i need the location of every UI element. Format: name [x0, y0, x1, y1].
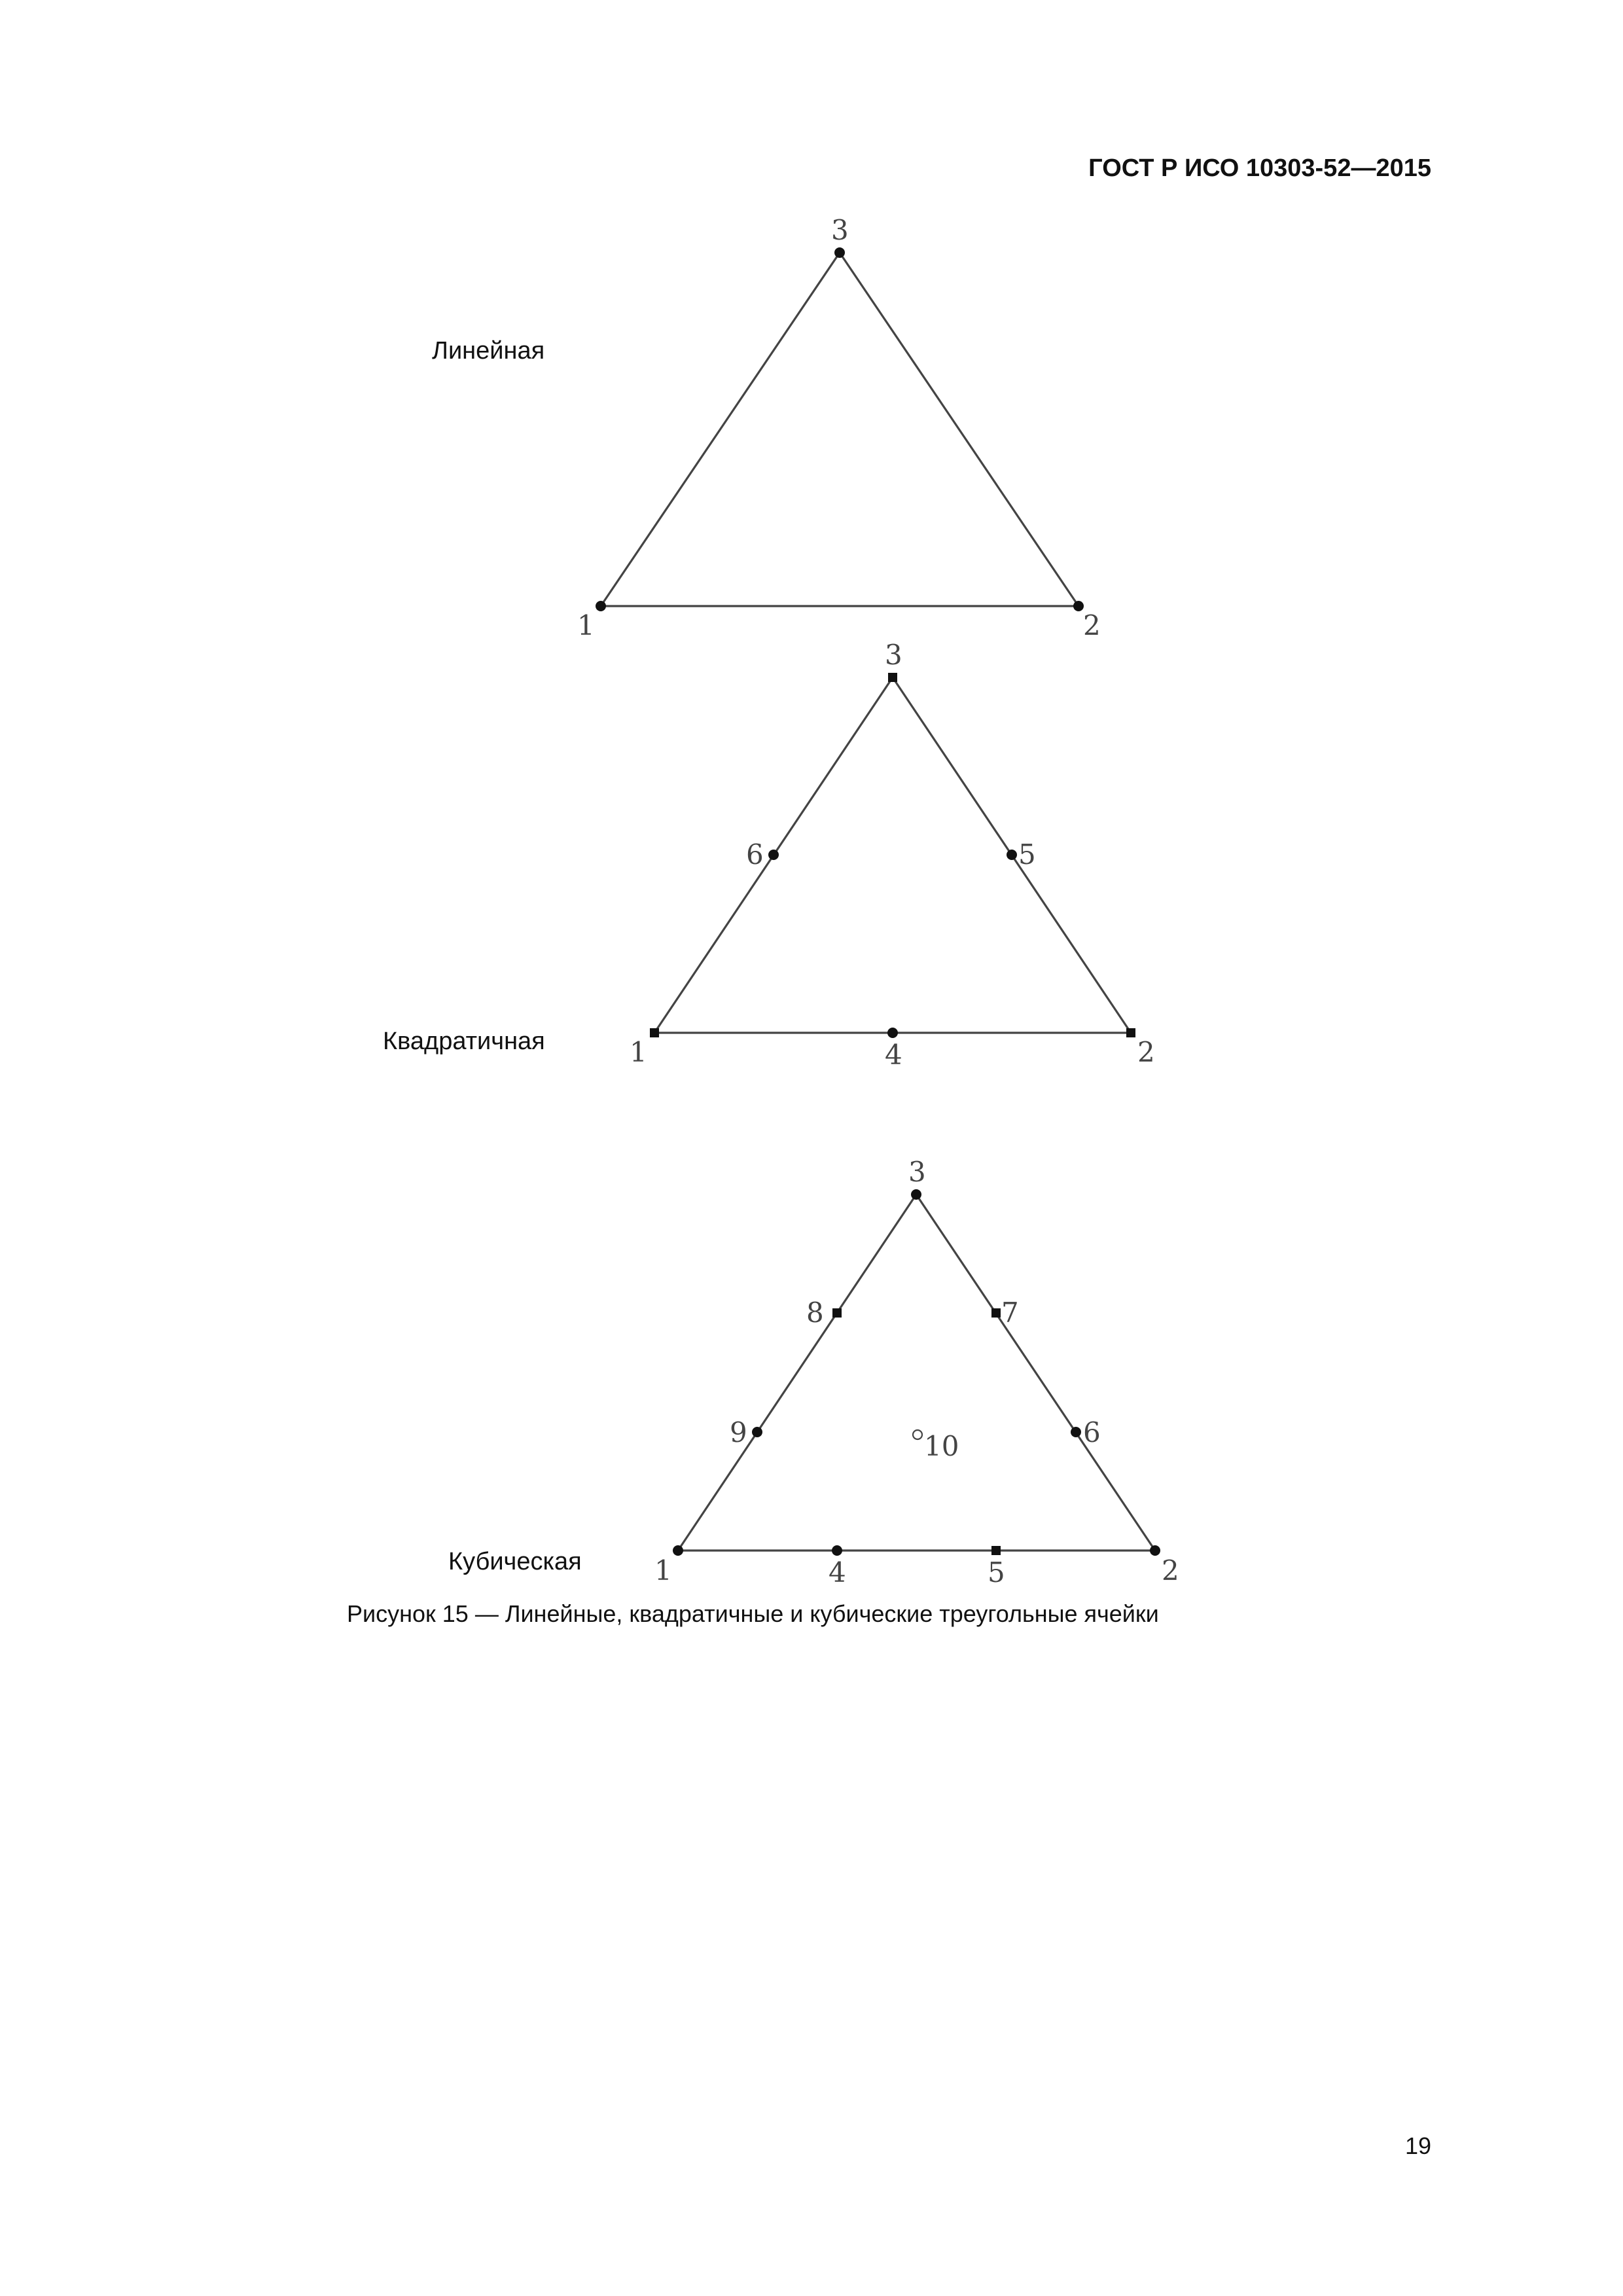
quadratic-triangle-outline: [654, 677, 1131, 1033]
quadratic-cell-label: Квадратичная: [383, 1028, 545, 1055]
cubic-node-2: [1150, 1545, 1160, 1556]
cubic-node-9: [752, 1427, 762, 1437]
linear-node-label-1: 1: [577, 609, 595, 641]
cubic-node-8: [832, 1308, 842, 1318]
quadratic-node-4: [887, 1028, 898, 1038]
quadratic-node-label-4: 4: [885, 1039, 902, 1071]
quadratic-node-label-1: 1: [630, 1036, 647, 1068]
linear-node-1: [596, 601, 606, 611]
cubic-node-label-5: 5: [988, 1556, 1005, 1588]
cubic-triangle: [654, 1156, 1179, 1588]
linear-triangle: [577, 214, 1101, 641]
page-number: 19: [1404, 2132, 1431, 2159]
linear-node-label-2: 2: [1083, 609, 1101, 641]
quadratic-node-2: [1126, 1028, 1135, 1037]
cubic-node-label-4: 4: [829, 1556, 846, 1588]
quadratic-node-6: [768, 850, 779, 860]
cubic-node-label-8: 8: [806, 1297, 824, 1329]
cubic-node-6: [1071, 1427, 1081, 1437]
linear-cell-label: Линейная: [432, 337, 545, 365]
quadratic-triangle: [630, 639, 1155, 1071]
linear-node-2: [1073, 601, 1084, 611]
quadratic-node-5: [1007, 850, 1017, 860]
quadratic-node-label-6: 6: [746, 838, 764, 870]
cubic-node-10-marker: [913, 1430, 922, 1439]
quadratic-node-label-3: 3: [885, 639, 902, 671]
cubic-node-label-9: 9: [730, 1416, 747, 1448]
quadratic-node-label-5: 5: [1018, 838, 1036, 870]
cubic-node-label-7: 7: [1001, 1297, 1019, 1329]
cubic-cell-label: Кубическая: [448, 1548, 582, 1575]
quadratic-node-label-2: 2: [1137, 1036, 1155, 1068]
cubic-node-3: [911, 1189, 921, 1200]
figure-caption: Рисунок 15 — Линейные, квадратичные и кубические треугольные ячейки: [347, 1600, 1159, 1627]
quadratic-node-1: [650, 1028, 659, 1037]
cubic-node-label-2: 2: [1162, 1554, 1179, 1587]
quadratic-node-3: [888, 673, 897, 682]
linear-node-label-3: 3: [831, 214, 849, 246]
cubic-triangle-outline: [678, 1194, 1155, 1551]
document-id-header: ГОСТ Р ИСО 10303-52—2015: [1088, 154, 1431, 182]
cubic-node-4: [832, 1545, 842, 1556]
cubic-node-label-1: 1: [654, 1554, 672, 1587]
linear-node-3: [834, 247, 845, 258]
cubic-node-1: [673, 1545, 683, 1556]
cubic-node-label-6: 6: [1083, 1416, 1101, 1448]
cubic-node-label-10: 10: [924, 1430, 959, 1462]
cubic-node-5: [991, 1546, 1001, 1555]
linear-triangle-outline: [601, 253, 1079, 606]
cubic-node-label-3: 3: [908, 1156, 926, 1188]
cubic-node-7: [991, 1308, 1001, 1318]
